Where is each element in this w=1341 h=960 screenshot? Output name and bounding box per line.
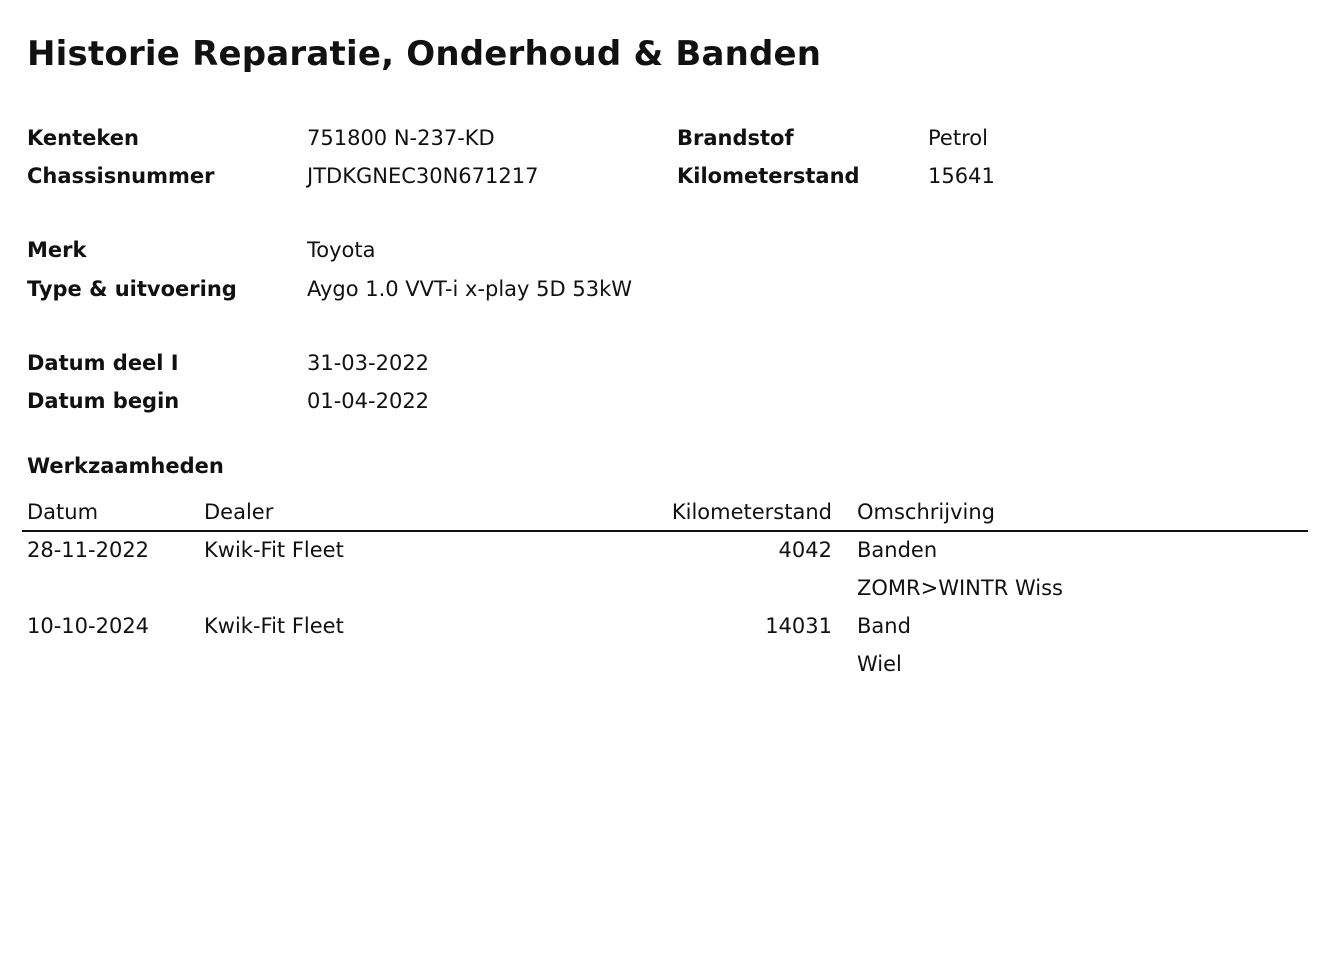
kenteken-value: 751800 N-237-KD bbox=[307, 126, 495, 150]
row-omschrijving-line: Banden bbox=[857, 538, 938, 562]
type-uitvoering-label: Type & uitvoering bbox=[27, 277, 237, 301]
column-header-omschrijving: Omschrijving bbox=[857, 500, 995, 524]
column-header-dealer: Dealer bbox=[204, 500, 274, 524]
kilometerstand-label: Kilometerstand bbox=[677, 164, 860, 188]
column-header-kilometerstand: Kilometerstand bbox=[671, 500, 832, 524]
row-omschrijving-line: Band bbox=[857, 614, 911, 638]
table-header-divider bbox=[22, 530, 1308, 532]
brandstof-value: Petrol bbox=[928, 126, 988, 150]
chassisnummer-label: Chassisnummer bbox=[27, 164, 215, 188]
werkzaamheden-title: Werkzaamheden bbox=[27, 454, 224, 478]
merk-value: Toyota bbox=[307, 238, 376, 262]
brandstof-label: Brandstof bbox=[677, 126, 794, 150]
row-datum: 10-10-2024 bbox=[27, 614, 150, 638]
type-uitvoering-value: Aygo 1.0 VVT-i x-play 5D 53kW bbox=[307, 277, 633, 301]
row-dealer: Kwik-Fit Fleet bbox=[204, 614, 344, 638]
page-title: Historie Reparatie, Onderhoud & Banden bbox=[27, 34, 822, 74]
column-header-datum: Datum bbox=[27, 500, 99, 524]
kenteken-label: Kenteken bbox=[27, 126, 139, 150]
row-kilometerstand: 4042 bbox=[778, 538, 832, 562]
datum-deel-value: 31-03-2022 bbox=[307, 351, 430, 375]
datum-deel-label: Datum deel I bbox=[27, 351, 179, 375]
row-omschrijving-line: Wiel bbox=[857, 652, 902, 676]
row-kilometerstand: 14031 bbox=[765, 614, 832, 638]
datum-begin-label: Datum begin bbox=[27, 389, 180, 413]
chassisnummer-value: JTDKGNEC30N671217 bbox=[307, 164, 539, 188]
row-dealer: Kwik-Fit Fleet bbox=[204, 538, 344, 562]
datum-begin-value: 01-04-2022 bbox=[307, 389, 430, 413]
row-datum: 28-11-2022 bbox=[27, 538, 150, 562]
kilometerstand-value: 15641 bbox=[928, 164, 995, 188]
merk-label: Merk bbox=[27, 238, 87, 262]
row-omschrijving-line: ZOMR>WINTR Wiss bbox=[857, 576, 1064, 600]
